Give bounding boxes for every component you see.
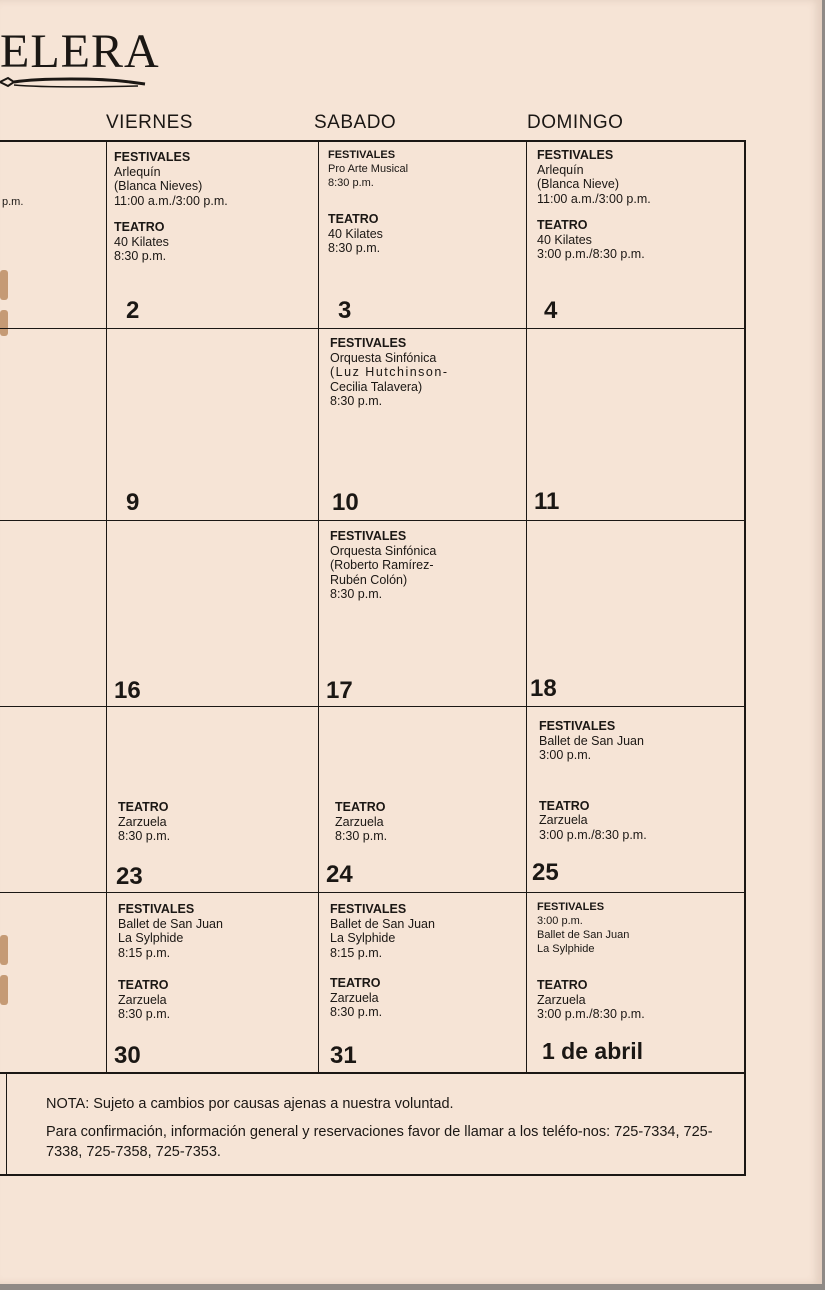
event-category: TEATRO [114, 220, 165, 234]
event-line: 8:30 p.m. [335, 829, 388, 843]
event-category: TEATRO [335, 800, 386, 814]
event-line: Pro Arte Musical [328, 163, 409, 175]
event-line: Zarzuela [118, 992, 167, 1007]
day-number: 2 [126, 297, 140, 324]
event-line: 11:00 a.m./3:00 p.m. [537, 191, 651, 206]
day-number: 1 de abril [542, 1038, 643, 1064]
row-divider [0, 892, 746, 893]
cell-day-10 [330, 336, 520, 421]
nota-line: NOTA: Sujeto a cambios por causas ajenas a nuestra voluntad. [46, 1096, 454, 1112]
event-line: 40 Kilates [114, 234, 169, 249]
event-category: TEATRO [537, 218, 588, 232]
event-line: 8:15 p.m. [330, 945, 383, 960]
event-line: 8:30 p.m. [328, 241, 381, 255]
event-category: FESTIVALES [330, 902, 407, 916]
event-line: 3:00 p.m./8:30 p.m. [539, 827, 647, 842]
event-line: Arlequín [537, 162, 584, 177]
event-line: 8:30 p.m. [118, 1007, 171, 1021]
event-category: TEATRO [118, 978, 169, 992]
nota-line: Para confirmación, información general y reservaciones favor de llamar a los teléfo-nos: 725-7334, 725-7338, 725-7358, 725-7353. [46, 1124, 713, 1160]
day-number: 24 [326, 861, 353, 888]
event-line: (Roberto Ramírez- [330, 558, 434, 572]
event-line: (Blanca Nieve) [537, 177, 619, 191]
event-line: (Blanca Nieves) [114, 179, 203, 193]
cell-day-23 [118, 800, 313, 856]
event-line: 8:30 p.m. [114, 249, 167, 263]
header-sabado: SABADO [314, 112, 397, 133]
cell-day-24 [335, 800, 520, 856]
event-category: TEATRO [539, 798, 590, 813]
cell-day-17 [330, 529, 520, 614]
nota-left-rule [6, 1074, 7, 1176]
day-number: 4 [544, 297, 558, 324]
cell-day-3 [328, 148, 523, 268]
event-category: FESTIVALES [118, 902, 195, 916]
row-divider [0, 706, 746, 707]
day-number: 3 [338, 297, 352, 324]
event-category: TEATRO [330, 976, 381, 990]
cell-day-2 [114, 150, 314, 276]
event-line: 3:00 p.m. [539, 748, 592, 762]
col-divider [106, 140, 107, 1074]
nota-text [46, 1094, 726, 1170]
cell-day-4 [537, 148, 742, 274]
event-line: Cecilia Talavera) [330, 379, 423, 394]
cell-day-1-abril [537, 900, 742, 1034]
event-line: Rubén Colón) [330, 572, 408, 587]
day-number: 18 [530, 675, 557, 702]
day-number: 31 [330, 1042, 357, 1069]
header-viernes: VIERNES [106, 112, 193, 133]
event-line: 8:30 p.m. [118, 829, 171, 843]
event-line: 3:00 p.m. [537, 915, 583, 927]
col-divider [318, 140, 319, 1074]
cell-day-30 [118, 902, 313, 1034]
col-divider [526, 140, 527, 1074]
event-line: Ballet de San Juan [118, 916, 223, 931]
header-domingo: DOMINGO [527, 112, 624, 133]
event-category: TEATRO [537, 978, 588, 992]
day-number: 23 [116, 863, 143, 890]
day-number: 9 [126, 489, 140, 516]
row-divider [0, 328, 746, 329]
event-line: Orquesta Sinfónica [330, 350, 437, 365]
event-line: 8:15 p.m. [118, 945, 171, 960]
event-line: Ballet de San Juan [539, 733, 644, 748]
event-line: 8:30 p.m. [328, 177, 374, 189]
event-line: Zarzuela [335, 814, 384, 829]
event-line: 40 Kilates [537, 232, 592, 247]
event-line: Ballet de San Juan [537, 929, 630, 941]
event-line: Zarzuela [537, 992, 586, 1007]
event-line: 8:30 p.m. [330, 394, 383, 408]
event-category: FESTIVALES [330, 336, 407, 350]
cell-day-25 [539, 719, 739, 854]
day-number: 10 [332, 489, 359, 516]
event-line: Ballet de San Juan [330, 916, 435, 931]
row-divider [0, 520, 746, 521]
event-category: TEATRO [328, 212, 379, 226]
day-number: 11 [534, 488, 560, 515]
event-line: (Luz Hutchinson- [330, 365, 449, 379]
event-category: FESTIVALES [539, 719, 616, 733]
cell-day-31 [330, 902, 520, 1032]
event-category: FESTIVALES [328, 149, 396, 161]
event-line: La Sylphide [537, 943, 595, 955]
event-line: La Sylphide [118, 931, 184, 945]
event-line: Zarzuela [539, 813, 588, 827]
event-line: La Sylphide [330, 931, 396, 945]
event-category: TEATRO [118, 800, 169, 814]
day-number: 17 [326, 677, 353, 704]
event-line: Zarzuela [118, 814, 167, 829]
clipped-edge-text: p.m. [2, 196, 24, 208]
event-line: 3:00 p.m./8:30 p.m. [537, 1007, 645, 1021]
event-line: Arlequín [114, 164, 161, 179]
event-line: Zarzuela [330, 990, 379, 1005]
day-number: 30 [114, 1042, 141, 1069]
title-ornament [0, 72, 150, 94]
event-line: 8:30 p.m. [330, 587, 383, 601]
event-line: Orquesta Sinfónica [330, 543, 437, 558]
event-line: 40 Kilates [328, 226, 383, 241]
day-number: 16 [114, 677, 141, 704]
event-category: FESTIVALES [114, 150, 191, 164]
event-category: FESTIVALES [537, 901, 605, 913]
event-line: 8:30 p.m. [330, 1005, 383, 1019]
event-line: 3:00 p.m./8:30 p.m. [537, 247, 645, 261]
page-title: ELERA [0, 25, 160, 78]
event-category: FESTIVALES [330, 529, 407, 543]
event-category: FESTIVALES [537, 148, 614, 162]
event-line: 11:00 a.m./3:00 p.m. [114, 193, 228, 208]
day-number: 25 [532, 859, 559, 886]
